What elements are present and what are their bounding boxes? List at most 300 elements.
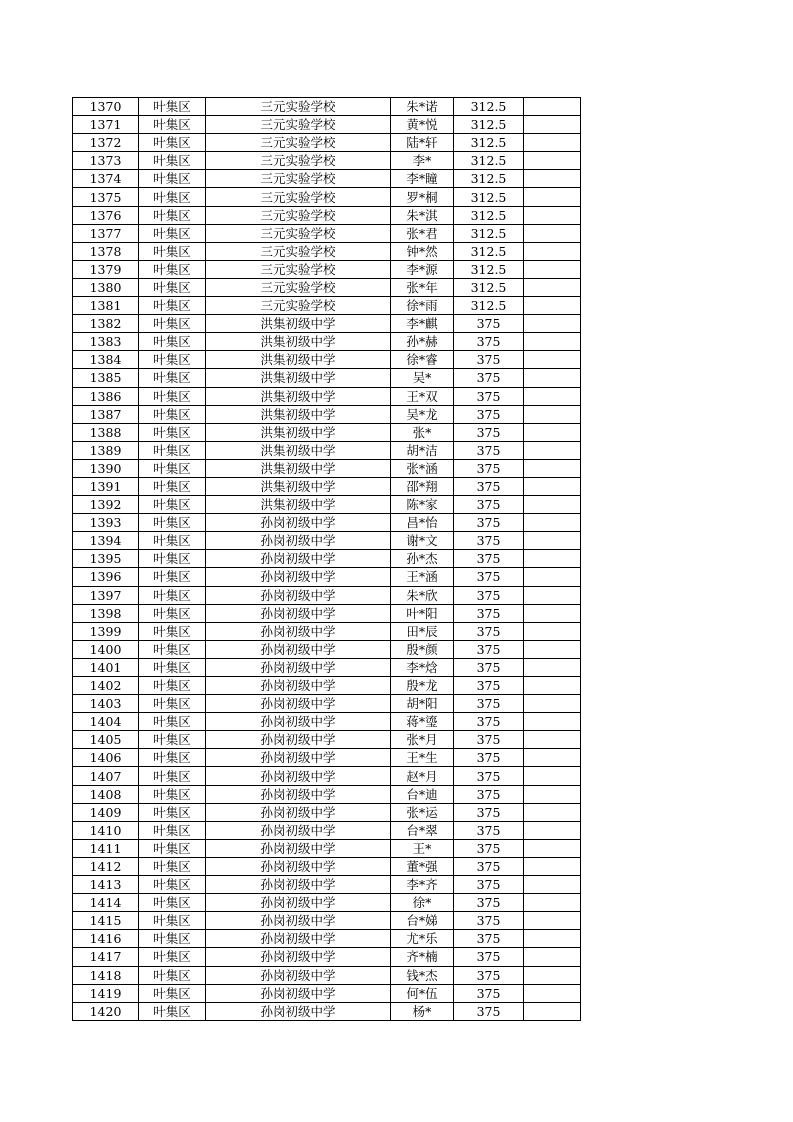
cell-school: 孙岗初级中学 <box>206 586 391 604</box>
cell-blank <box>524 839 581 857</box>
cell-name: 张* <box>391 423 454 441</box>
cell-id: 1407 <box>73 767 139 785</box>
cell-blank <box>524 98 581 116</box>
cell-score: 375 <box>454 369 524 387</box>
cell-name: 张*年 <box>391 278 454 296</box>
cell-score: 312.5 <box>454 188 524 206</box>
cell-blank <box>524 514 581 532</box>
cell-name: 昌*怡 <box>391 514 454 532</box>
cell-blank <box>524 640 581 658</box>
cell-id: 1382 <box>73 315 139 333</box>
cell-district: 叶集区 <box>139 369 206 387</box>
cell-district: 叶集区 <box>139 405 206 423</box>
cell-district: 叶集区 <box>139 387 206 405</box>
cell-id: 1410 <box>73 821 139 839</box>
cell-district: 叶集区 <box>139 496 206 514</box>
cell-district: 叶集区 <box>139 116 206 134</box>
cell-id: 1393 <box>73 514 139 532</box>
cell-district: 叶集区 <box>139 568 206 586</box>
cell-id: 1397 <box>73 586 139 604</box>
cell-score: 375 <box>454 803 524 821</box>
cell-blank <box>524 278 581 296</box>
cell-score: 375 <box>454 839 524 857</box>
cell-name: 蒋*瑬 <box>391 713 454 731</box>
cell-school: 三元实验学校 <box>206 224 391 242</box>
cell-blank <box>524 658 581 676</box>
cell-school: 孙岗初级中学 <box>206 622 391 640</box>
cell-id: 1415 <box>73 912 139 930</box>
table-row <box>73 369 581 387</box>
table-body <box>73 98 581 1021</box>
cell-score: 375 <box>454 894 524 912</box>
cell-name: 杨* <box>391 1002 454 1020</box>
cell-blank <box>524 604 581 622</box>
cell-district: 叶集区 <box>139 170 206 188</box>
cell-district: 叶集区 <box>139 278 206 296</box>
cell-district: 叶集区 <box>139 785 206 803</box>
cell-name: 殷*颜 <box>391 640 454 658</box>
cell-blank <box>524 134 581 152</box>
cell-district: 叶集区 <box>139 423 206 441</box>
cell-id: 1391 <box>73 477 139 495</box>
cell-blank <box>524 695 581 713</box>
cell-blank <box>524 459 581 477</box>
cell-id: 1408 <box>73 785 139 803</box>
cell-school: 孙岗初级中学 <box>206 749 391 767</box>
cell-blank <box>524 713 581 731</box>
table-row <box>73 550 581 568</box>
cell-school: 三元实验学校 <box>206 188 391 206</box>
cell-school: 三元实验学校 <box>206 134 391 152</box>
cell-name: 台*娣 <box>391 912 454 930</box>
cell-school: 孙岗初级中学 <box>206 695 391 713</box>
table-row <box>73 188 581 206</box>
cell-score: 375 <box>454 441 524 459</box>
cell-district: 叶集区 <box>139 1002 206 1020</box>
cell-name: 朱*诺 <box>391 98 454 116</box>
cell-score: 375 <box>454 459 524 477</box>
cell-district: 叶集区 <box>139 459 206 477</box>
cell-name: 赵*月 <box>391 767 454 785</box>
cell-id: 1404 <box>73 713 139 731</box>
cell-name: 张*君 <box>391 224 454 242</box>
cell-score: 375 <box>454 876 524 894</box>
cell-district: 叶集区 <box>139 550 206 568</box>
cell-blank <box>524 387 581 405</box>
cell-blank <box>524 966 581 984</box>
cell-district: 叶集区 <box>139 315 206 333</box>
cell-score: 312.5 <box>454 206 524 224</box>
cell-district: 叶集区 <box>139 206 206 224</box>
table-row <box>73 930 581 948</box>
table-row <box>73 785 581 803</box>
cell-blank <box>524 767 581 785</box>
table-row <box>73 315 581 333</box>
cell-school: 三元实验学校 <box>206 297 391 315</box>
cell-id: 1417 <box>73 948 139 966</box>
table-row <box>73 894 581 912</box>
cell-name: 张*运 <box>391 803 454 821</box>
cell-blank <box>524 677 581 695</box>
cell-district: 叶集区 <box>139 767 206 785</box>
cell-district: 叶集区 <box>139 948 206 966</box>
cell-name: 王*双 <box>391 387 454 405</box>
cell-id: 1398 <box>73 604 139 622</box>
table-row <box>73 224 581 242</box>
cell-blank <box>524 369 581 387</box>
cell-score: 375 <box>454 604 524 622</box>
cell-score: 375 <box>454 477 524 495</box>
cell-score: 375 <box>454 333 524 351</box>
cell-name: 王*生 <box>391 749 454 767</box>
cell-blank <box>524 930 581 948</box>
cell-blank <box>524 912 581 930</box>
cell-school: 洪集初级中学 <box>206 387 391 405</box>
cell-name: 谢*文 <box>391 532 454 550</box>
table-row <box>73 948 581 966</box>
table-row <box>73 441 581 459</box>
cell-district: 叶集区 <box>139 677 206 695</box>
cell-name: 何*伍 <box>391 984 454 1002</box>
cell-id: 1380 <box>73 278 139 296</box>
cell-score: 375 <box>454 568 524 586</box>
cell-score: 375 <box>454 387 524 405</box>
cell-district: 叶集区 <box>139 984 206 1002</box>
cell-id: 1419 <box>73 984 139 1002</box>
cell-score: 375 <box>454 423 524 441</box>
cell-blank <box>524 333 581 351</box>
cell-score: 312.5 <box>454 170 524 188</box>
cell-score: 375 <box>454 622 524 640</box>
cell-score: 312.5 <box>454 98 524 116</box>
cell-district: 叶集区 <box>139 876 206 894</box>
cell-score: 375 <box>454 785 524 803</box>
cell-school: 孙岗初级中学 <box>206 984 391 1002</box>
cell-school: 孙岗初级中学 <box>206 514 391 532</box>
cell-name: 李*麒 <box>391 315 454 333</box>
cell-blank <box>524 586 581 604</box>
table-row <box>73 713 581 731</box>
cell-district: 叶集区 <box>139 188 206 206</box>
cell-score: 375 <box>454 496 524 514</box>
cell-district: 叶集区 <box>139 713 206 731</box>
cell-name: 殷*龙 <box>391 677 454 695</box>
cell-blank <box>524 550 581 568</box>
cell-score: 375 <box>454 767 524 785</box>
cell-score: 375 <box>454 677 524 695</box>
cell-school: 洪集初级中学 <box>206 441 391 459</box>
cell-id: 1388 <box>73 423 139 441</box>
table-row <box>73 857 581 875</box>
cell-name: 台*翠 <box>391 821 454 839</box>
cell-score: 312.5 <box>454 116 524 134</box>
cell-district: 叶集区 <box>139 857 206 875</box>
cell-score: 375 <box>454 731 524 749</box>
cell-id: 1412 <box>73 857 139 875</box>
cell-id: 1370 <box>73 98 139 116</box>
cell-score: 375 <box>454 405 524 423</box>
cell-school: 孙岗初级中学 <box>206 894 391 912</box>
cell-id: 1420 <box>73 1002 139 1020</box>
table-row <box>73 749 581 767</box>
cell-score: 375 <box>454 749 524 767</box>
cell-score: 375 <box>454 514 524 532</box>
cell-id: 1405 <box>73 731 139 749</box>
cell-blank <box>524 821 581 839</box>
cell-id: 1386 <box>73 387 139 405</box>
cell-score: 375 <box>454 550 524 568</box>
table-row <box>73 333 581 351</box>
table-row <box>73 677 581 695</box>
cell-name: 钱*杰 <box>391 966 454 984</box>
cell-district: 叶集区 <box>139 749 206 767</box>
cell-name: 钟*然 <box>391 242 454 260</box>
cell-blank <box>524 803 581 821</box>
cell-id: 1418 <box>73 966 139 984</box>
table-row <box>73 423 581 441</box>
cell-blank <box>524 876 581 894</box>
cell-blank <box>524 857 581 875</box>
cell-school: 孙岗初级中学 <box>206 604 391 622</box>
cell-score: 375 <box>454 658 524 676</box>
cell-score: 375 <box>454 695 524 713</box>
cell-school: 三元实验学校 <box>206 278 391 296</box>
cell-blank <box>524 622 581 640</box>
cell-blank <box>524 984 581 1002</box>
cell-id: 1402 <box>73 677 139 695</box>
cell-blank <box>524 423 581 441</box>
cell-school: 孙岗初级中学 <box>206 930 391 948</box>
cell-school: 三元实验学校 <box>206 206 391 224</box>
cell-score: 375 <box>454 351 524 369</box>
cell-district: 叶集区 <box>139 586 206 604</box>
cell-name: 李*焓 <box>391 658 454 676</box>
cell-school: 孙岗初级中学 <box>206 821 391 839</box>
cell-name: 台*迪 <box>391 785 454 803</box>
cell-score: 375 <box>454 948 524 966</box>
cell-score: 312.5 <box>454 134 524 152</box>
table-row <box>73 351 581 369</box>
table-row <box>73 966 581 984</box>
cell-blank <box>524 152 581 170</box>
cell-school: 孙岗初级中学 <box>206 839 391 857</box>
cell-id: 1372 <box>73 134 139 152</box>
cell-school: 孙岗初级中学 <box>206 803 391 821</box>
cell-district: 叶集区 <box>139 441 206 459</box>
cell-id: 1379 <box>73 260 139 278</box>
cell-score: 312.5 <box>454 260 524 278</box>
cell-blank <box>524 116 581 134</box>
cell-school: 孙岗初级中学 <box>206 785 391 803</box>
table-row <box>73 297 581 315</box>
cell-school: 孙岗初级中学 <box>206 876 391 894</box>
cell-name: 李*齐 <box>391 876 454 894</box>
cell-blank <box>524 496 581 514</box>
table-row <box>73 152 581 170</box>
cell-blank <box>524 785 581 803</box>
cell-id: 1387 <box>73 405 139 423</box>
cell-id: 1377 <box>73 224 139 242</box>
cell-school: 孙岗初级中学 <box>206 948 391 966</box>
cell-district: 叶集区 <box>139 152 206 170</box>
cell-score: 375 <box>454 930 524 948</box>
table-row <box>73 984 581 1002</box>
table-row <box>73 658 581 676</box>
cell-school: 洪集初级中学 <box>206 459 391 477</box>
cell-school: 孙岗初级中学 <box>206 731 391 749</box>
cell-district: 叶集区 <box>139 640 206 658</box>
cell-score: 312.5 <box>454 278 524 296</box>
cell-blank <box>524 749 581 767</box>
cell-name: 李*源 <box>391 260 454 278</box>
cell-id: 1401 <box>73 658 139 676</box>
cell-school: 洪集初级中学 <box>206 351 391 369</box>
cell-score: 312.5 <box>454 297 524 315</box>
cell-district: 叶集区 <box>139 260 206 278</box>
cell-school: 孙岗初级中学 <box>206 550 391 568</box>
cell-school: 孙岗初级中学 <box>206 857 391 875</box>
cell-id: 1394 <box>73 532 139 550</box>
cell-blank <box>524 224 581 242</box>
cell-district: 叶集区 <box>139 477 206 495</box>
cell-blank <box>524 532 581 550</box>
cell-district: 叶集区 <box>139 622 206 640</box>
cell-id: 1403 <box>73 695 139 713</box>
cell-id: 1375 <box>73 188 139 206</box>
cell-name: 邵*翔 <box>391 477 454 495</box>
table-row <box>73 387 581 405</box>
table-row <box>73 496 581 514</box>
table-row <box>73 278 581 296</box>
cell-name: 齐*楠 <box>391 948 454 966</box>
cell-score: 375 <box>454 315 524 333</box>
cell-id: 1385 <box>73 369 139 387</box>
cell-district: 叶集区 <box>139 333 206 351</box>
cell-school: 孙岗初级中学 <box>206 568 391 586</box>
cell-blank <box>524 260 581 278</box>
table-row <box>73 604 581 622</box>
table-row <box>73 242 581 260</box>
cell-id: 1406 <box>73 749 139 767</box>
cell-name: 尤*乐 <box>391 930 454 948</box>
table-row <box>73 1002 581 1020</box>
cell-district: 叶集区 <box>139 242 206 260</box>
cell-score: 375 <box>454 1002 524 1020</box>
cell-id: 1416 <box>73 930 139 948</box>
cell-school: 孙岗初级中学 <box>206 658 391 676</box>
cell-id: 1399 <box>73 622 139 640</box>
cell-district: 叶集区 <box>139 894 206 912</box>
cell-school: 孙岗初级中学 <box>206 532 391 550</box>
cell-district: 叶集区 <box>139 731 206 749</box>
cell-school: 洪集初级中学 <box>206 315 391 333</box>
cell-blank <box>524 948 581 966</box>
cell-blank <box>524 568 581 586</box>
cell-name: 陆*轩 <box>391 134 454 152</box>
table-row <box>73 622 581 640</box>
cell-id: 1413 <box>73 876 139 894</box>
cell-name: 吴* <box>391 369 454 387</box>
cell-school: 孙岗初级中学 <box>206 767 391 785</box>
cell-score: 375 <box>454 912 524 930</box>
table-row <box>73 134 581 152</box>
cell-id: 1378 <box>73 242 139 260</box>
cell-id: 1396 <box>73 568 139 586</box>
cell-district: 叶集区 <box>139 604 206 622</box>
cell-district: 叶集区 <box>139 224 206 242</box>
cell-id: 1389 <box>73 441 139 459</box>
cell-score: 375 <box>454 857 524 875</box>
cell-school: 孙岗初级中学 <box>206 713 391 731</box>
cell-name: 胡*洁 <box>391 441 454 459</box>
cell-blank <box>524 894 581 912</box>
cell-score: 375 <box>454 821 524 839</box>
cell-name: 徐* <box>391 894 454 912</box>
cell-name: 叶*阳 <box>391 604 454 622</box>
table-row <box>73 640 581 658</box>
cell-school: 洪集初级中学 <box>206 333 391 351</box>
cell-district: 叶集区 <box>139 514 206 532</box>
cell-school: 三元实验学校 <box>206 242 391 260</box>
cell-school: 三元实验学校 <box>206 116 391 134</box>
cell-district: 叶集区 <box>139 839 206 857</box>
cell-school: 孙岗初级中学 <box>206 677 391 695</box>
table-row <box>73 839 581 857</box>
cell-id: 1374 <box>73 170 139 188</box>
cell-blank <box>524 170 581 188</box>
cell-name: 孙*赫 <box>391 333 454 351</box>
table-row <box>73 731 581 749</box>
cell-name: 吴*龙 <box>391 405 454 423</box>
cell-id: 1373 <box>73 152 139 170</box>
cell-school: 三元实验学校 <box>206 260 391 278</box>
cell-name: 徐*雨 <box>391 297 454 315</box>
cell-school: 洪集初级中学 <box>206 477 391 495</box>
table-row <box>73 821 581 839</box>
cell-district: 叶集区 <box>139 98 206 116</box>
cell-id: 1392 <box>73 496 139 514</box>
table-row <box>73 514 581 532</box>
table-row <box>73 459 581 477</box>
cell-school: 孙岗初级中学 <box>206 640 391 658</box>
cell-id: 1395 <box>73 550 139 568</box>
table-row <box>73 405 581 423</box>
cell-id: 1400 <box>73 640 139 658</box>
table-row <box>73 568 581 586</box>
table-row <box>73 477 581 495</box>
cell-score: 375 <box>454 586 524 604</box>
cell-school: 孙岗初级中学 <box>206 966 391 984</box>
cell-name: 孙*杰 <box>391 550 454 568</box>
cell-score: 375 <box>454 984 524 1002</box>
table-row <box>73 170 581 188</box>
cell-school: 洪集初级中学 <box>206 405 391 423</box>
cell-blank <box>524 206 581 224</box>
cell-district: 叶集区 <box>139 912 206 930</box>
cell-score: 375 <box>454 713 524 731</box>
table-row <box>73 803 581 821</box>
cell-id: 1414 <box>73 894 139 912</box>
cell-score: 312.5 <box>454 224 524 242</box>
cell-district: 叶集区 <box>139 297 206 315</box>
cell-name: 董*强 <box>391 857 454 875</box>
table-row <box>73 912 581 930</box>
table-row <box>73 532 581 550</box>
cell-name: 罗*桐 <box>391 188 454 206</box>
cell-blank <box>524 1002 581 1020</box>
table-row <box>73 206 581 224</box>
cell-blank <box>524 477 581 495</box>
